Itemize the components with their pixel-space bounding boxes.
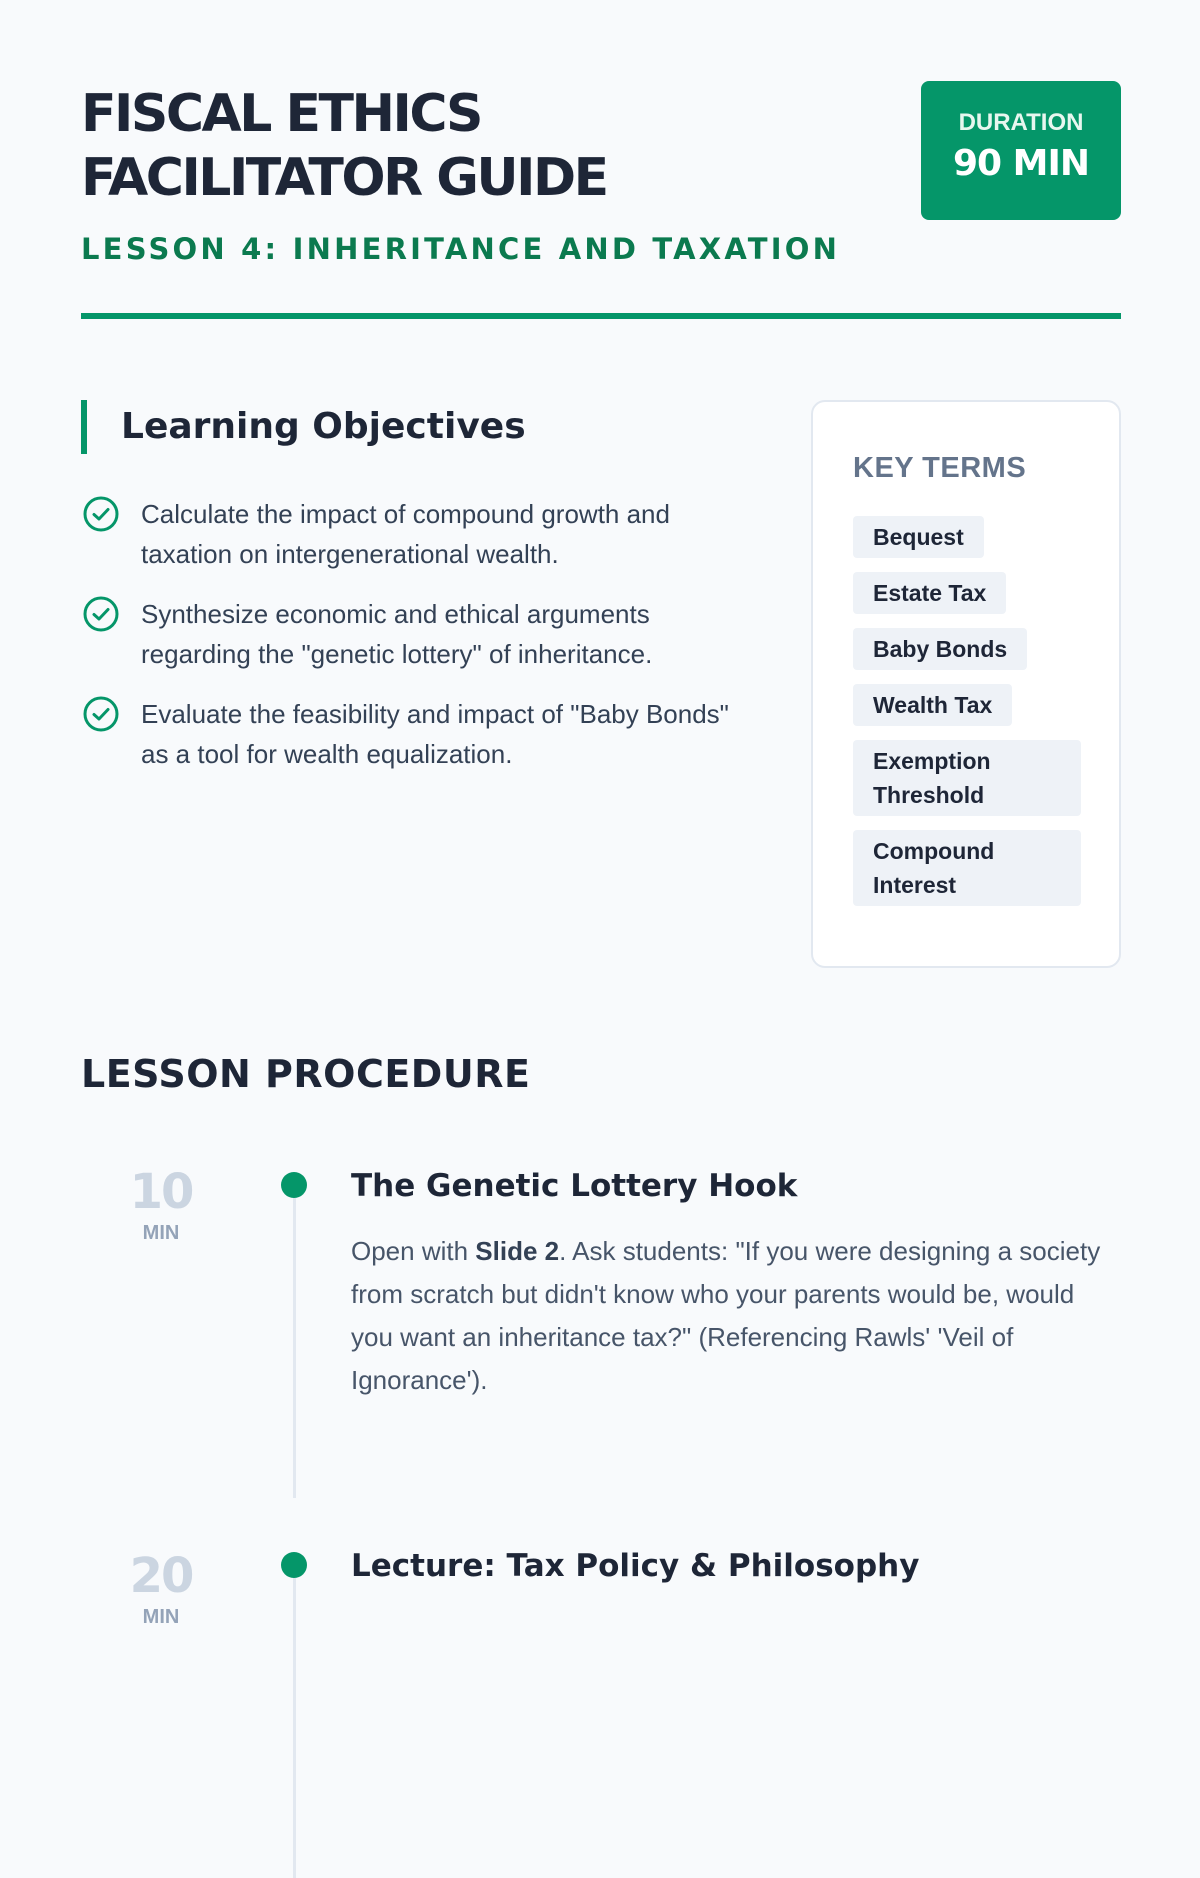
step-minutes: 20 xyxy=(129,1548,193,1604)
step-minutes: 10 xyxy=(129,1164,193,1220)
step-minutes-unit: MIN xyxy=(142,1606,180,1628)
slide-reference: Slide 2 xyxy=(475,1236,560,1266)
key-term-tag: Wealth Tax xyxy=(853,684,1012,726)
duration-badge xyxy=(921,81,1121,220)
key-terms-card xyxy=(811,400,1121,968)
learning-objectives-heading: Learning Objectives xyxy=(81,400,761,454)
step-description-intro: Open with xyxy=(351,1236,476,1266)
step-description-rest: . Ask students: "If you were designing a society from scratch but didn't know who your parents would be, would you want an inheritance tax?" (Referencing Rawls' 'Veil of Ignorance'). xyxy=(351,1236,1101,1395)
key-term-tag: Estate Tax xyxy=(853,572,1006,614)
objective-item xyxy=(81,494,761,574)
objective-item xyxy=(81,594,761,674)
key-term-tag: Compound Interest xyxy=(853,830,1081,906)
page-header xyxy=(81,0,1121,320)
learning-objectives-section xyxy=(81,400,761,794)
timeline-line xyxy=(293,1578,296,1878)
key-term-tag: Exemption Threshold xyxy=(853,740,1081,816)
key-terms-title: KEY TERMS xyxy=(853,452,1027,484)
step-minutes-unit: MIN xyxy=(142,1222,180,1244)
duration-label: DURATION xyxy=(958,109,1084,136)
step-description xyxy=(351,1230,1111,1402)
step-title: The Genetic Lottery Hook xyxy=(351,1168,798,1204)
page-title xyxy=(81,82,841,210)
objective-text: Synthesize economic and ethical arguments regarding the "genetic lottery" of inheritance. xyxy=(141,599,653,669)
duration-value: 90 MIN xyxy=(953,143,1089,184)
check-circle-icon xyxy=(81,594,121,634)
page-title-line-1: FISCAL ETHICS xyxy=(81,84,481,144)
lesson-subtitle: LESSON 4: INHERITANCE AND TAXATION xyxy=(81,232,841,266)
step-duration xyxy=(81,1548,241,1629)
objectives-list xyxy=(81,494,761,774)
step-duration xyxy=(81,1164,241,1245)
key-term-tag: Bequest xyxy=(853,516,984,558)
timeline-dot xyxy=(281,1552,307,1578)
page-title-line-2: FACILITATOR GUIDE xyxy=(81,148,607,208)
timeline-dot xyxy=(281,1172,307,1198)
objective-text: Evaluate the feasibility and impact of "Baby Bonds" as a tool for wealth equalization. xyxy=(141,699,729,769)
key-terms-list xyxy=(853,516,1081,920)
timeline-line xyxy=(293,1198,296,1498)
key-term-tag: Baby Bonds xyxy=(853,628,1027,670)
check-circle-icon xyxy=(81,494,121,534)
objective-item xyxy=(81,694,761,774)
lesson-procedure-heading: LESSON PROCEDURE xyxy=(81,1052,531,1096)
header-divider xyxy=(81,313,1121,319)
check-circle-icon xyxy=(81,694,121,734)
facilitator-guide-page xyxy=(81,0,1121,1628)
step-title: Lecture: Tax Policy & Philosophy xyxy=(351,1548,920,1584)
objective-text: Calculate the impact of compound growth and taxation on intergenerational wealth. xyxy=(141,499,670,569)
